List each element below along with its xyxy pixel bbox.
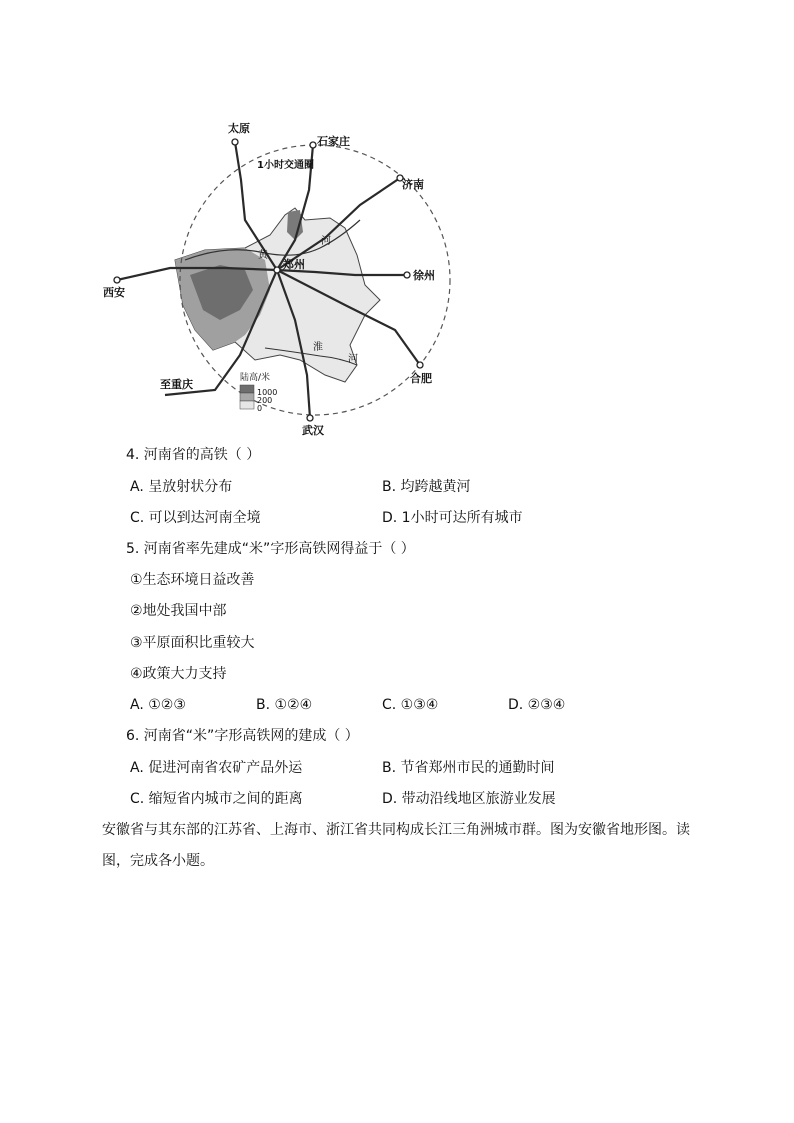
river-char-huang: 黄	[258, 250, 268, 261]
circle-label: 1小时交通圈	[257, 160, 314, 171]
passage-line-1: 安徽省与其东部的江苏省、上海市、浙江省共同构成长江三角洲城市群。图为安徽省地形图。读	[102, 822, 690, 838]
passage-line-2: 图，完成各小题。	[102, 853, 214, 869]
q4-option-b: B. 均跨越黄河	[382, 479, 471, 495]
river-char-huai: 淮	[313, 342, 323, 353]
label-zhengzhou: 郑州	[283, 258, 305, 271]
river-char-he1: 河	[321, 236, 331, 247]
q6-option-d: D. 带动沿线地区旅游业发展	[382, 791, 556, 807]
xuzhou-dot	[404, 272, 410, 278]
taiyuan-dot	[232, 139, 238, 145]
label-wuhan: 武汉	[302, 424, 324, 437]
henan-rail-map	[95, 120, 455, 440]
q6-stem: 6. 河南省“米”字形高铁网的建成（ ）	[126, 728, 359, 744]
q4-option-d: D. 1小时可达所有城市	[382, 510, 523, 526]
q5-option-c: C. ①③④	[382, 697, 439, 713]
xian-dot	[114, 277, 120, 283]
q5-item-4: ④政策大力支持	[130, 666, 227, 682]
legend-1000: 1000	[257, 388, 278, 397]
label-hefei: 合肥	[410, 372, 432, 385]
q4-option-a: A. 呈放射状分布	[130, 479, 233, 495]
q6-option-a: A. 促进河南省农矿产品外运	[130, 760, 303, 776]
hefei-dot	[417, 362, 423, 368]
legend-200: 200	[257, 396, 273, 405]
q6-option-b: B. 节省郑州市民的通勤时间	[382, 760, 555, 776]
river-char-he2: 河	[348, 354, 358, 365]
label-xuzhou: 徐州	[413, 269, 435, 282]
legend-title: 陆高/米	[240, 373, 271, 383]
q5-stem: 5. 河南省率先建成“米”字形高铁网得益于（ ）	[126, 541, 415, 557]
label-xian: 西安	[103, 286, 125, 299]
q5-item-1: ①生态环境日益改善	[130, 572, 255, 588]
q5-option-d: D. ②③④	[508, 697, 566, 713]
q5-option-b: B. ①②④	[256, 697, 313, 713]
label-taiyuan: 太原	[228, 122, 250, 135]
q5-item-2: ②地处我国中部	[130, 603, 227, 619]
q5-option-a: A. ①②③	[130, 697, 186, 713]
wuhan-dot	[307, 415, 313, 421]
label-chongqing: 至重庆	[160, 378, 193, 391]
label-shijiazhuang: 石家庄	[317, 135, 350, 148]
q5-item-3: ③平原面积比重较大	[130, 635, 255, 651]
q4-option-c: C. 可以到达河南全境	[130, 510, 261, 526]
elevation-legend	[240, 371, 277, 413]
shijiazhuang-dot	[310, 142, 316, 148]
q4-stem: 4. 河南省的高铁（ ）	[126, 447, 261, 463]
legend-0: 0	[257, 404, 263, 413]
label-jinan: 济南	[402, 178, 424, 191]
q6-option-c: C. 缩短省内城市之间的距离	[130, 791, 303, 807]
zhengzhou-dot	[274, 267, 280, 273]
